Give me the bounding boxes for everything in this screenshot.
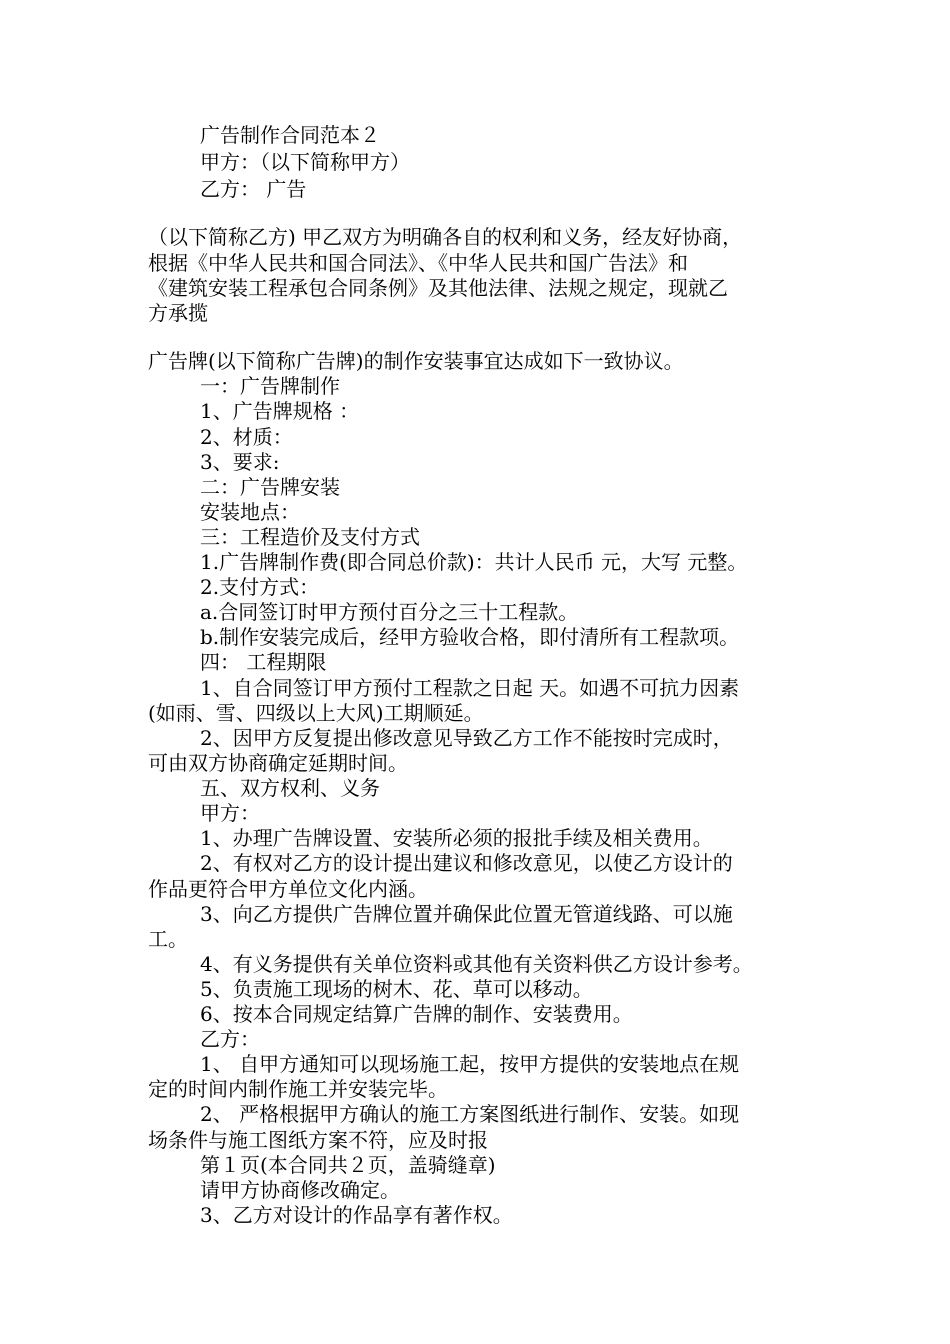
clause-line: 1、办理广告牌设置、安装所必须的报批手续及相关费用。 <box>200 826 713 850</box>
clause-line: 2.支付方式： <box>200 575 320 599</box>
clause-line: 2、因甲方反复提出修改意见导致乙方工作不能按时完成时， <box>200 726 733 750</box>
clause-line: 1、自合同签订甲方预付工程款之日起 天。如遇不可抗力因素 <box>200 676 740 700</box>
clause-line: 安装地点： <box>200 500 300 524</box>
clause-line: 4、有义务提供有关单位资料或其他有关资料供乙方设计参考。 <box>200 952 753 976</box>
clause-line: 1.广告牌制作费(即合同总价款)：共计人民币 元，大写 元整。 <box>200 550 748 574</box>
clause-line: 作品更符合甲方单位文化内涵。 <box>148 877 428 901</box>
clause-line: 请甲方协商修改确定。 <box>200 1178 400 1202</box>
clause-line: 3、向乙方提供广告牌位置并确保此位置无管道线路、可以施 <box>200 902 733 926</box>
section-heading-3: 三：工程造价及支付方式 <box>200 525 420 549</box>
clause-line: 1、 自甲方通知可以现场施工起，按甲方提供的安装地点在规 <box>200 1052 740 1076</box>
clause-line: a.合同签订时甲方预付百分之三十工程款。 <box>200 600 579 624</box>
page-footer-note: 第１页(本合同共２页，盖骑缝章) <box>200 1153 496 1177</box>
section-heading-5: 五、双方权利、义务 <box>200 776 380 800</box>
clause-line: 6、按本合同规定结算广告牌的制作、安装费用。 <box>200 1002 633 1026</box>
section-heading-4: 四： 工程期限 <box>200 650 327 674</box>
intro-paragraph-line: 方承揽 <box>148 301 208 325</box>
clause-line: 工。 <box>148 927 188 951</box>
agreement-line: 广告牌(以下简称广告牌)的制作安装事宜达成如下一致协议。 <box>148 349 684 373</box>
contract-title: 广告制作合同范本２ <box>200 123 380 147</box>
intro-paragraph-line: 《建筑安装工程承包合同条例》及其他法律、法规之规定，现就乙 <box>148 276 728 300</box>
party-b-line: 乙方： 广告 <box>200 177 307 201</box>
party-a-line: 甲方：（以下简称甲方） <box>200 150 410 174</box>
party-a-duties-heading: 甲方： <box>200 801 260 825</box>
clause-line: 3、要求: <box>200 450 280 474</box>
intro-paragraph-line: （以下简称乙方) 甲乙双方为明确各自的权利和义务，经友好协商， <box>148 225 743 249</box>
clause-line: 2、材质： <box>200 425 293 449</box>
clause-line: 场条件与施工图纸方案不符，应及时报 <box>148 1128 488 1152</box>
clause-line: 可由双方协商确定延期时间。 <box>148 751 408 775</box>
party-b-duties-heading: 乙方： <box>200 1027 260 1051</box>
clause-line: (如雨、雪、四级以上大风)工期顺延。 <box>148 701 484 725</box>
clause-line: 定的时间内制作施工并安装完毕。 <box>148 1077 448 1101</box>
section-heading-1: 一：广告牌制作 <box>200 374 340 398</box>
clause-line: b.制作安装完成后，经甲方验收合格，即付清所有工程款项。 <box>200 625 740 649</box>
clause-line: 5、负责施工现场的树木、花、草可以移动。 <box>200 977 593 1001</box>
clause-line: 2、 严格根据甲方确认的施工方案图纸进行制作、安装。如现 <box>200 1102 740 1126</box>
clause-line: 2、有权对乙方的设计提出建议和修改意见，以使乙方设计的 <box>200 851 733 875</box>
section-heading-2: 二：广告牌安装 <box>200 475 340 499</box>
clause-line: 3、乙方对设计的作品享有著作权。 <box>200 1203 513 1227</box>
intro-paragraph-line: 根据《中华人民共和国合同法》、《中华人民共和国广告法》和 <box>148 251 688 275</box>
clause-line: 1、广告牌规格 ： <box>200 399 360 423</box>
